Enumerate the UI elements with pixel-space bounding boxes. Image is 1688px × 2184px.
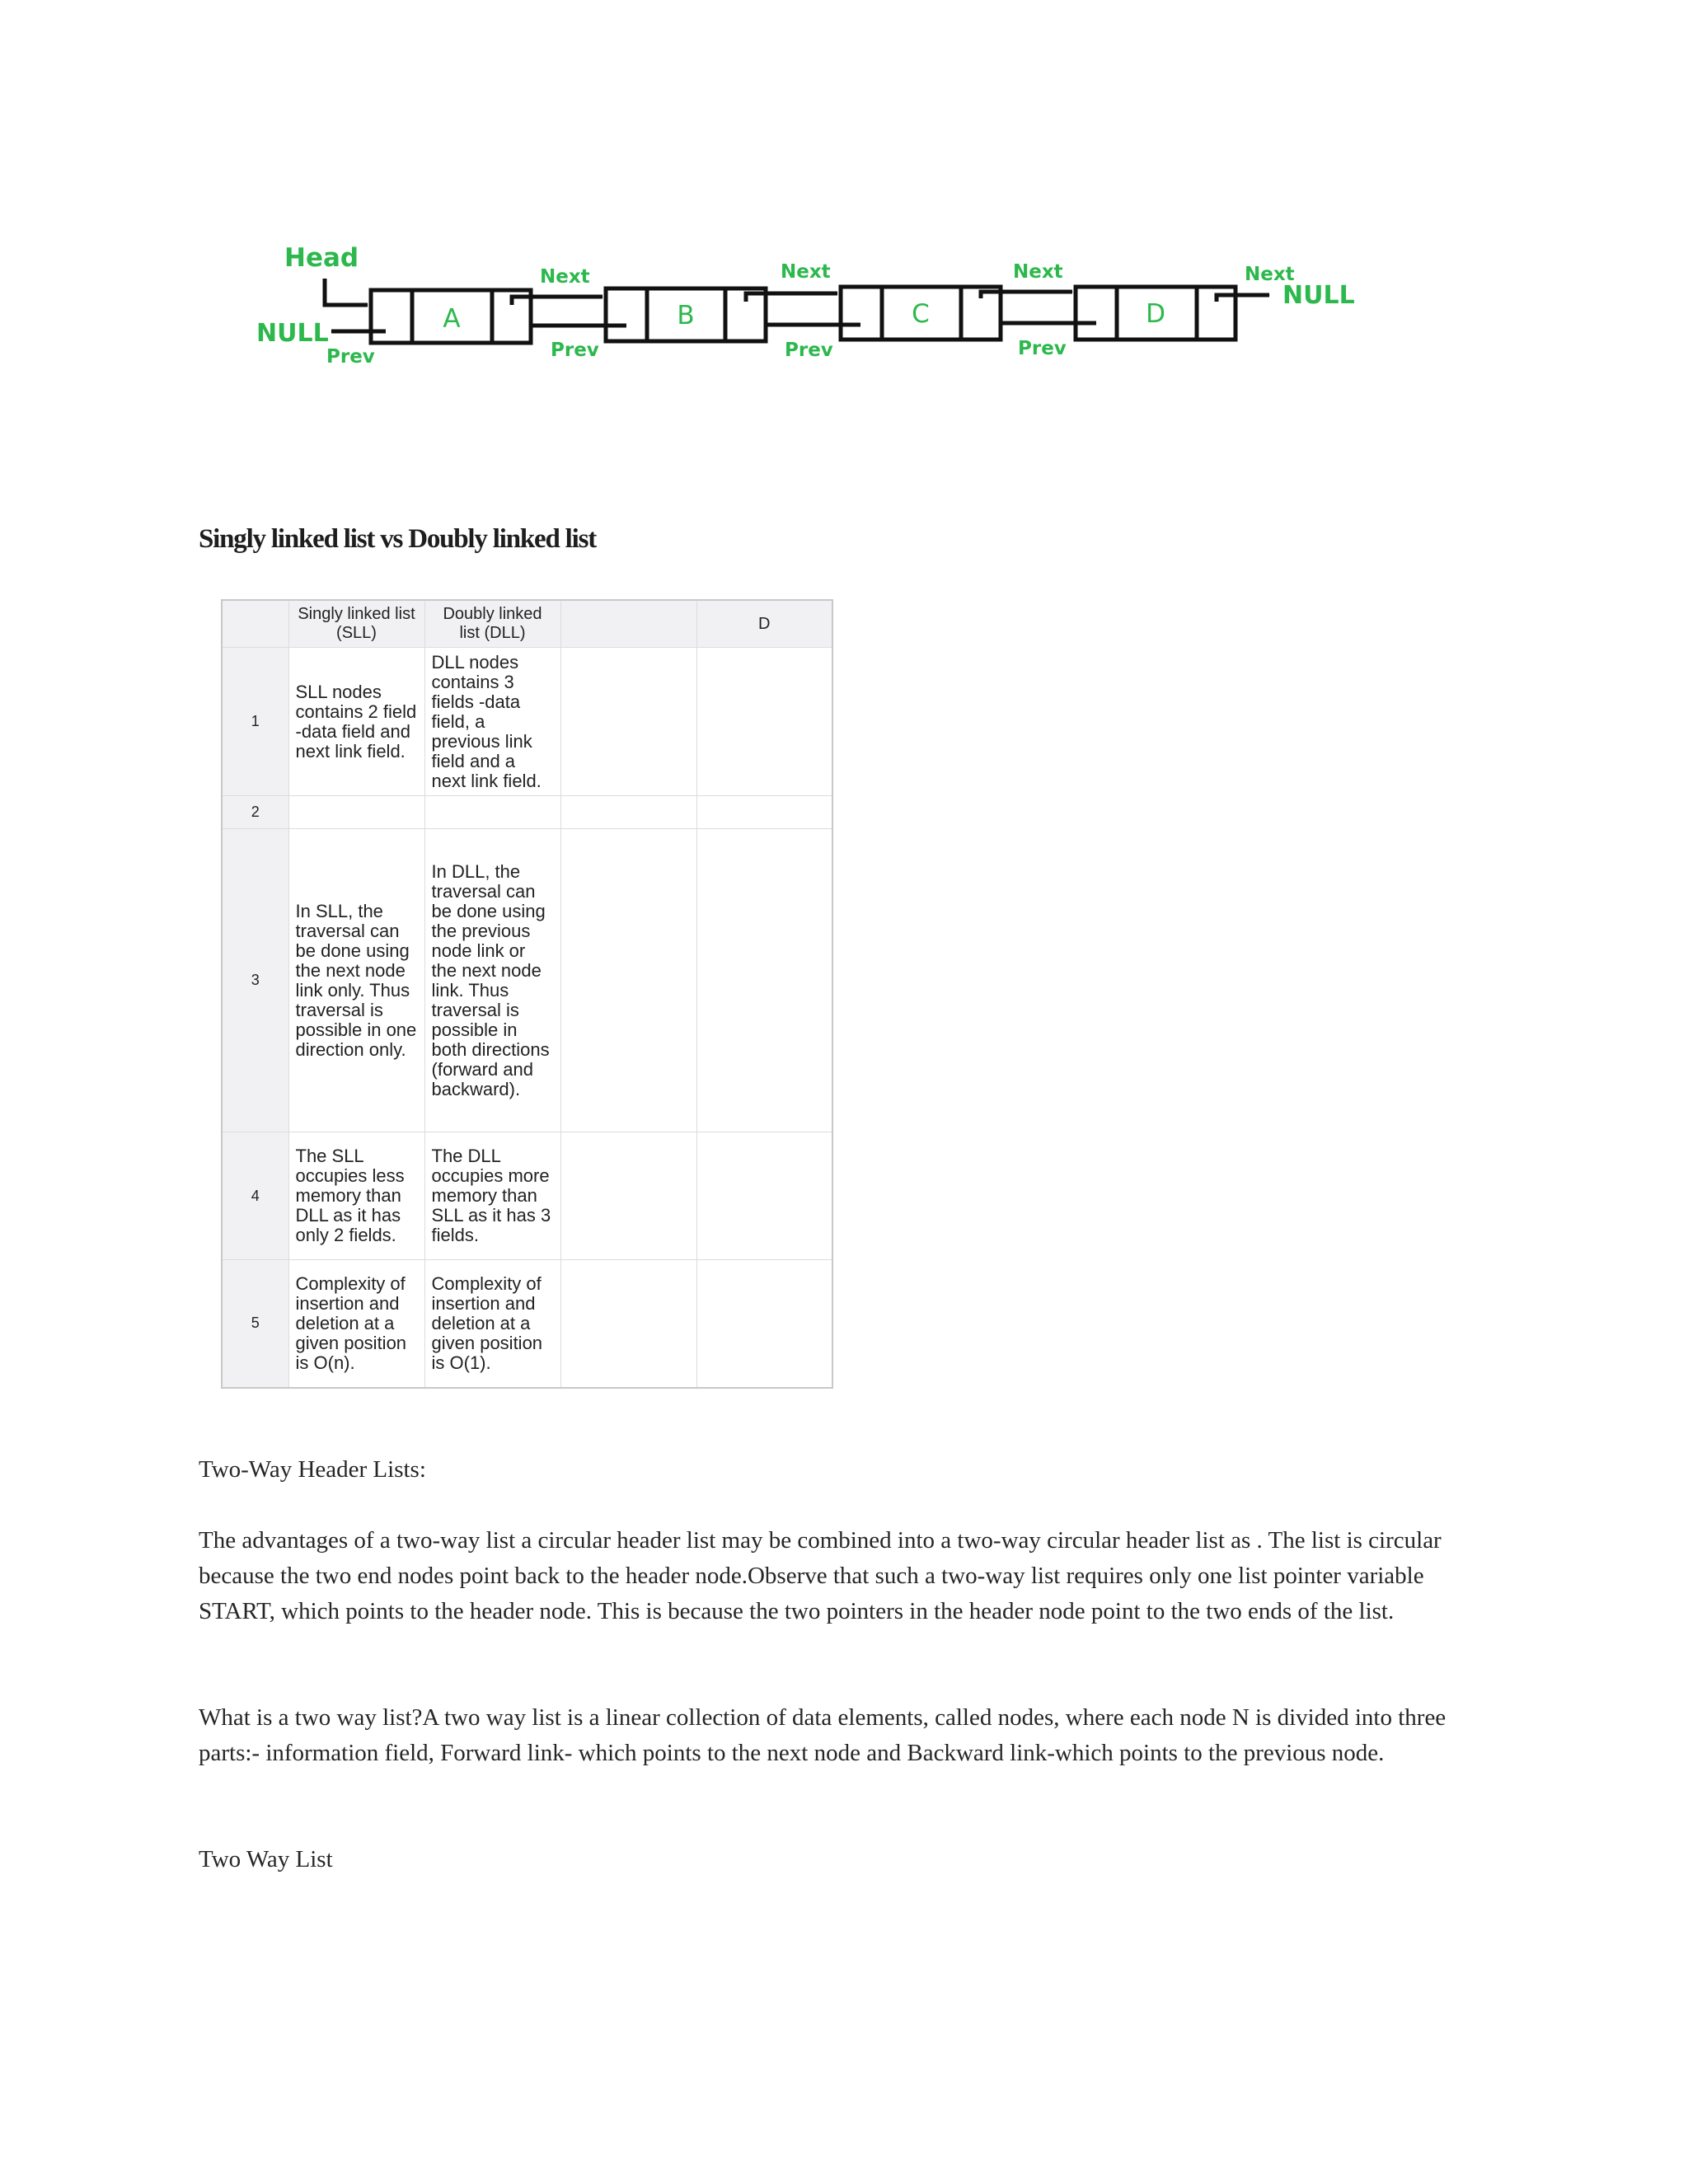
head-label: Head <box>284 243 359 273</box>
next-arrow-c-d <box>981 292 1072 298</box>
section-title: Singly linked list vs Doubly linked list <box>199 524 597 554</box>
row-number: 3 <box>222 829 288 1132</box>
header-corner <box>222 600 288 648</box>
next-label-c: Next <box>1013 261 1063 283</box>
prev-label-b: Prev <box>551 340 599 361</box>
dll-cell <box>424 796 560 829</box>
empty-cell <box>696 648 832 796</box>
subheading-two-way-header-lists: Two-Way Header Lists: <box>199 1456 426 1483</box>
paragraph-two-way-circular-header: The advantages of a two-way list a circular header list may be combined into a two-way circular header list as . The list is circular because the two end nodes point back to the header node.Observe that such a two-way list requires only one list pointer variable START, which points to the header node. This is because the two pointers in the header node point to the two ends of the list. <box>199 1527 1442 1624</box>
next-label-d: Next <box>1245 264 1295 285</box>
empty-cell <box>696 829 832 1132</box>
prev-label-d: Prev <box>1018 338 1067 359</box>
null-next-arrow <box>1217 295 1269 302</box>
header-dll: Doubly linked list (DLL) <box>424 600 560 648</box>
row-number: 1 <box>222 648 288 796</box>
next-arrow-a-b <box>512 297 603 305</box>
next-label-b: Next <box>781 261 831 283</box>
table-row <box>222 1260 832 1388</box>
empty-cell <box>560 648 696 796</box>
head-pointer-arrow <box>325 279 368 305</box>
table-row <box>222 648 832 796</box>
node-d-label: D <box>1146 299 1165 329</box>
paragraph-two-way-list-definition: What is a two way list?A two way list is a linear collection of data elements, called nodes, where each node N is divided into three parts:- information field, Forward link- which points to the next node and Backward link-which points to the previous node. <box>199 1704 1447 1766</box>
table-header-row <box>222 600 832 648</box>
caption-two-way-list: Two Way List <box>199 1846 333 1872</box>
sll-cell: In SLL, the traversal can be done using the next node link only. Thus traversal is possible in one direction only. <box>288 829 424 1132</box>
table-row <box>222 829 832 1132</box>
table-row <box>222 796 832 829</box>
doubly-linked-list-diagram <box>0 0 1688 412</box>
dll-cell: DLL nodes contains 3 fields -data field, a previous link field and a next link field. <box>424 648 560 796</box>
header-col-c <box>560 600 696 648</box>
empty-cell <box>696 796 832 829</box>
node-b-label: B <box>677 301 695 330</box>
dll-cell: In DLL, the traversal can be done using the previous node link or the next node link. Thus traversal is possible in both directions (forward and backward). <box>424 829 560 1132</box>
null-left-label: NULL <box>256 319 329 348</box>
node-c-label: C <box>912 299 930 329</box>
sll-cell: Complexity of insertion and deletion at a given position is O(n). <box>288 1260 424 1388</box>
sll-cell: The SLL occupies less memory than DLL as it has only 2 fields. <box>288 1132 424 1260</box>
header-col-d: D <box>696 600 832 648</box>
dll-cell: The DLL occupies more memory than SLL as it has 3 fields. <box>424 1132 560 1260</box>
null-right-label: NULL <box>1282 281 1355 310</box>
next-arrow-b-c <box>746 293 837 302</box>
next-label-a: Next <box>540 266 590 288</box>
empty-cell <box>696 1132 832 1260</box>
node-a-label: A <box>443 304 461 334</box>
sll-cell: SLL nodes contains 2 field -data field and next link field. <box>288 648 424 796</box>
dll-cell: Complexity of insertion and deletion at a given position is O(1). <box>424 1260 560 1388</box>
empty-cell <box>560 1132 696 1260</box>
comparison-table <box>221 599 833 1389</box>
row-number: 4 <box>222 1132 288 1260</box>
sll-cell <box>288 796 424 829</box>
empty-cell <box>560 796 696 829</box>
prev-label-a: Prev <box>326 346 375 368</box>
empty-cell <box>696 1260 832 1388</box>
empty-cell <box>560 1260 696 1388</box>
row-number: 2 <box>222 796 288 829</box>
row-number: 5 <box>222 1260 288 1388</box>
empty-cell <box>560 829 696 1132</box>
prev-label-c: Prev <box>785 340 833 361</box>
table-row <box>222 1132 832 1260</box>
header-sll: Singly linked list (SLL) <box>288 600 424 648</box>
